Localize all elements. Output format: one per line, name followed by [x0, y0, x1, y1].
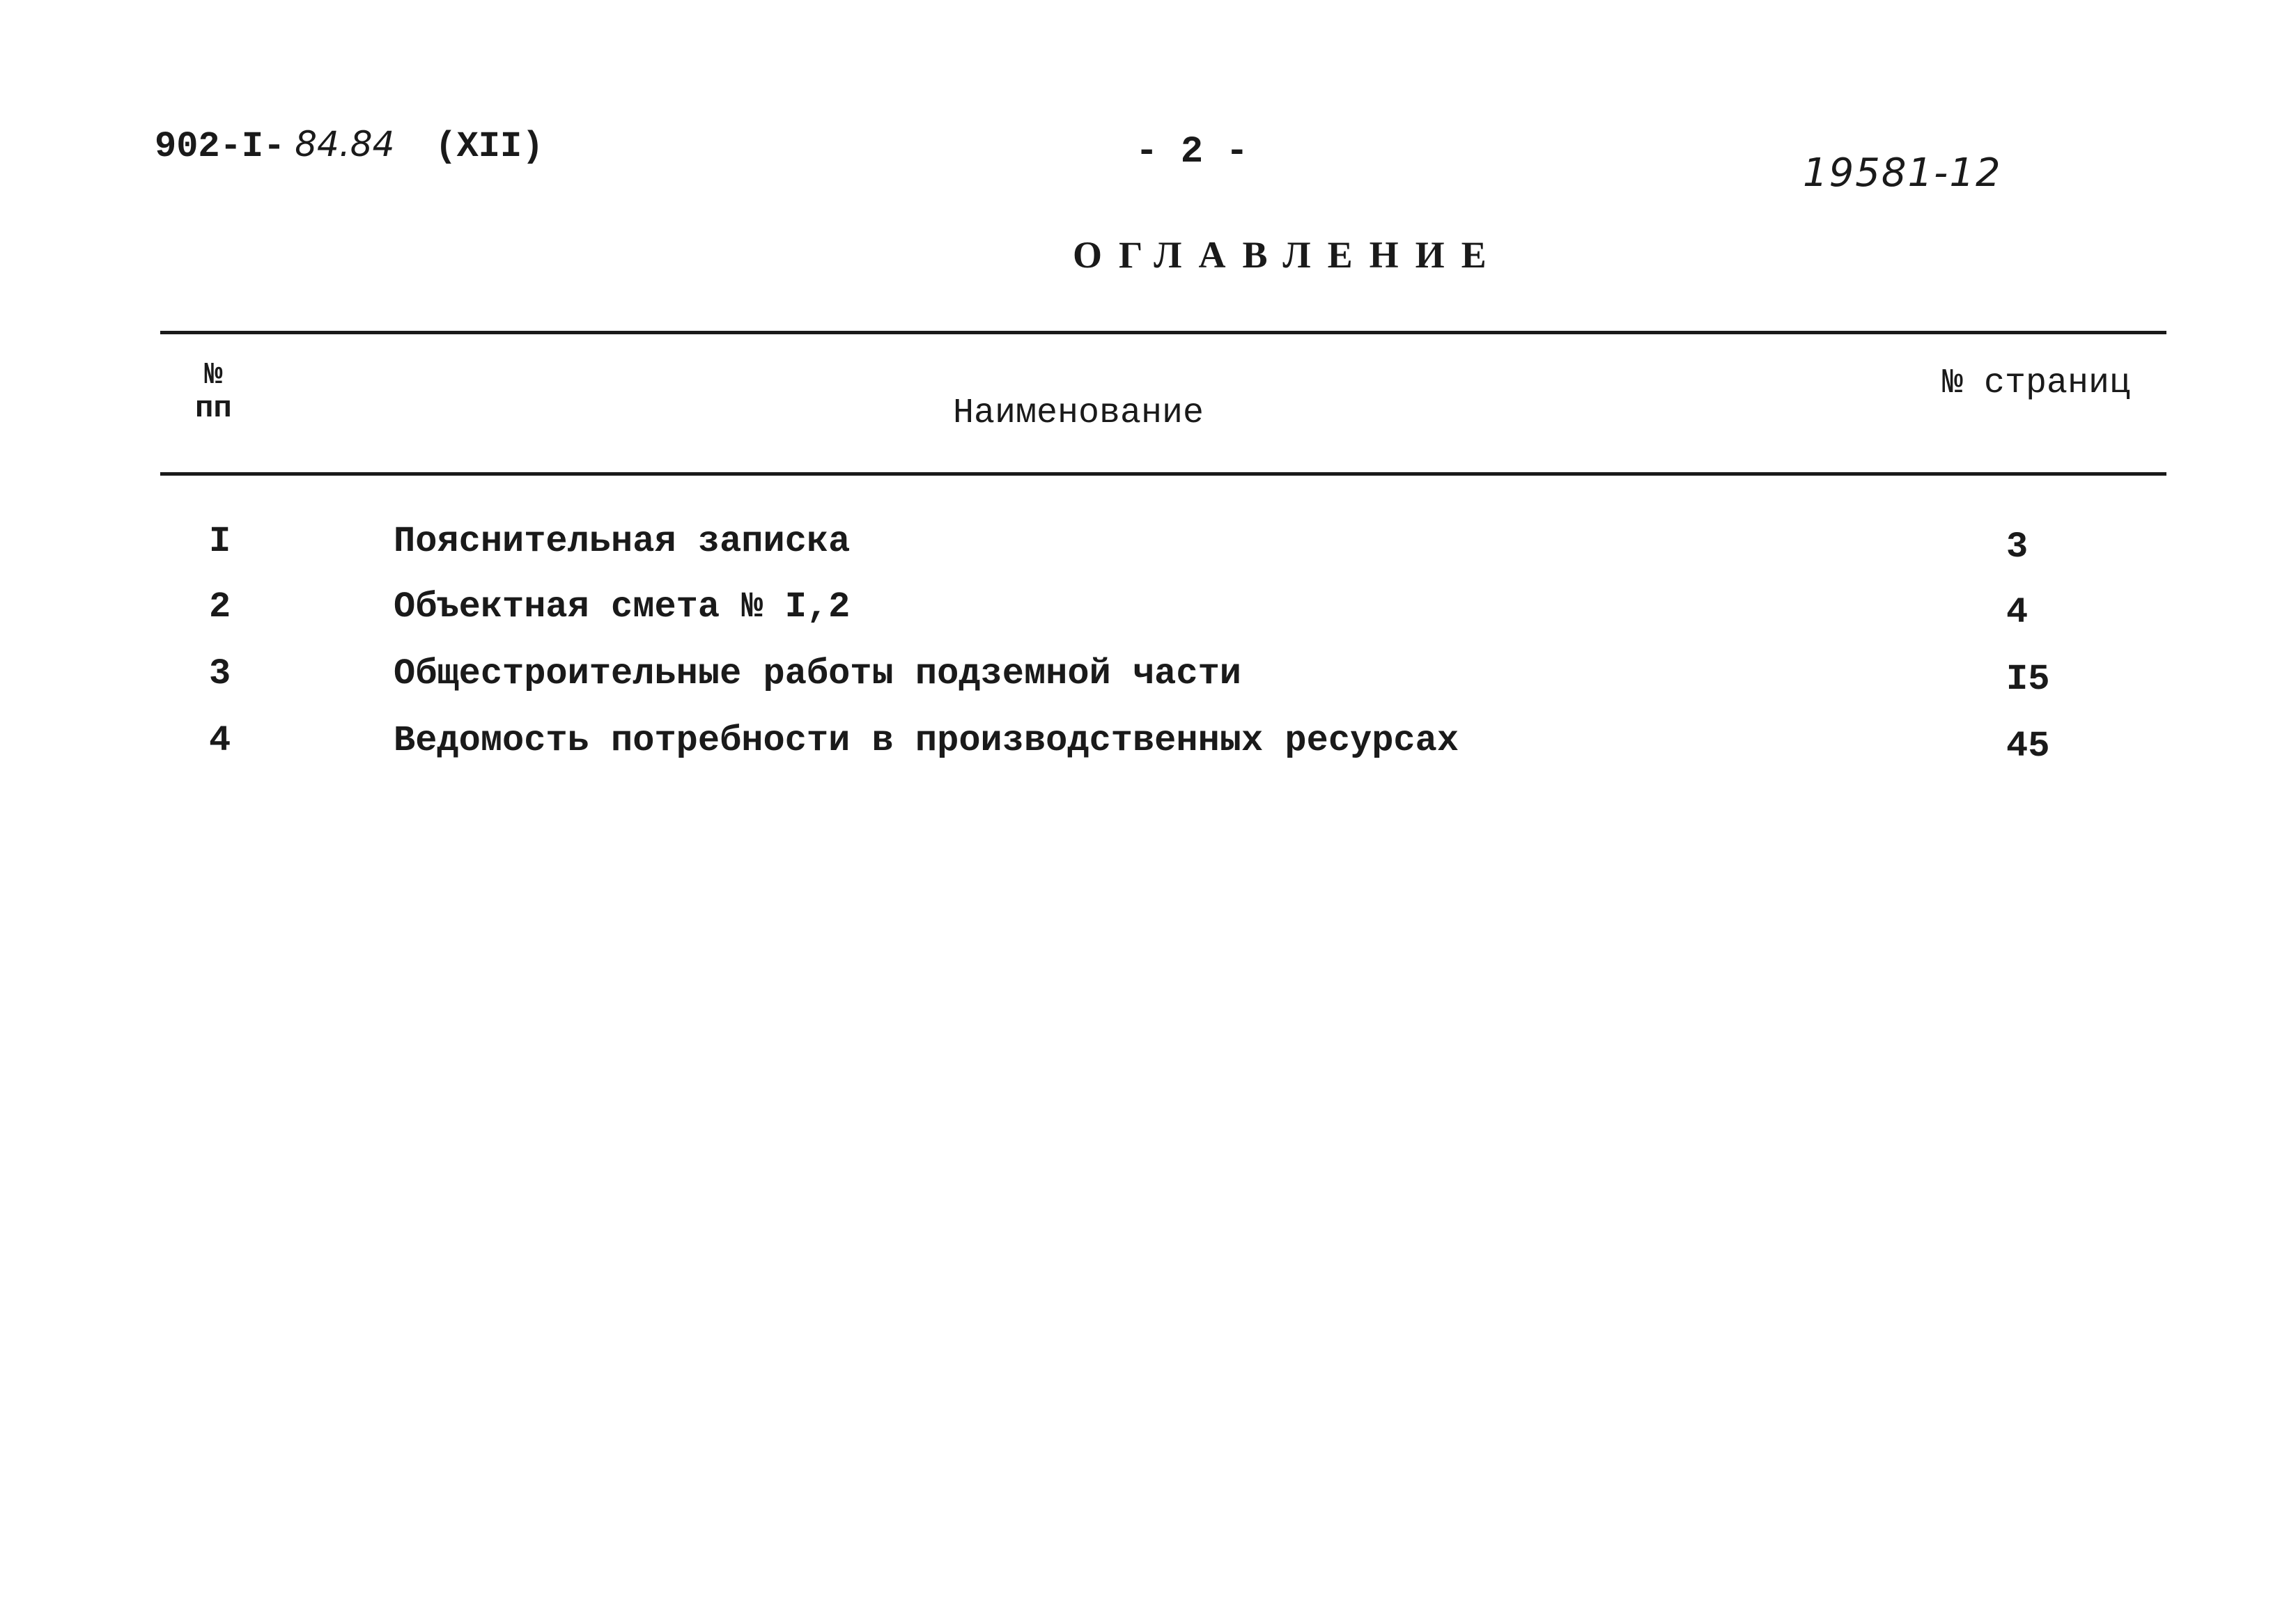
column-header-number-line1: №	[204, 358, 223, 393]
row-page: 45	[2006, 726, 2050, 767]
column-header-pages: № страниц	[1942, 364, 2131, 403]
table-row	[0, 521, 2296, 584]
table-top-rule	[160, 331, 2166, 334]
row-number: I	[209, 521, 231, 562]
table-header-rule	[160, 472, 2166, 476]
document-code-handwritten: 84.84	[295, 124, 395, 164]
row-number: 3	[209, 653, 231, 694]
column-header-number	[195, 359, 232, 426]
inventory-number: 19581-12	[1803, 150, 2002, 196]
row-number: 2	[209, 586, 231, 627]
document-part: (XII)	[435, 126, 544, 167]
row-page: 3	[2006, 527, 2029, 568]
row-number: 4	[209, 720, 231, 761]
document-code	[155, 124, 543, 167]
page-title: ОГЛАВЛЕНИЕ	[1073, 234, 1503, 276]
row-page: I5	[2006, 659, 2050, 700]
column-header-name: Наименование	[953, 393, 1204, 433]
row-title: Ведомость потребности в производственных ресурсах	[394, 720, 1459, 761]
table-row	[0, 720, 2296, 783]
document-code-typed: 902-I-	[155, 126, 286, 167]
row-title: Объектная смета № I,2	[394, 586, 851, 627]
row-title: Пояснительная записка	[394, 521, 851, 562]
row-page: 4	[2006, 592, 2029, 633]
page-number: - 2 -	[1135, 131, 1249, 173]
table-row	[0, 586, 2296, 649]
table-row	[0, 653, 2296, 716]
column-header-number-line2: пп	[195, 391, 232, 426]
row-title: Общестроительные работы подземной части	[394, 653, 1241, 694]
